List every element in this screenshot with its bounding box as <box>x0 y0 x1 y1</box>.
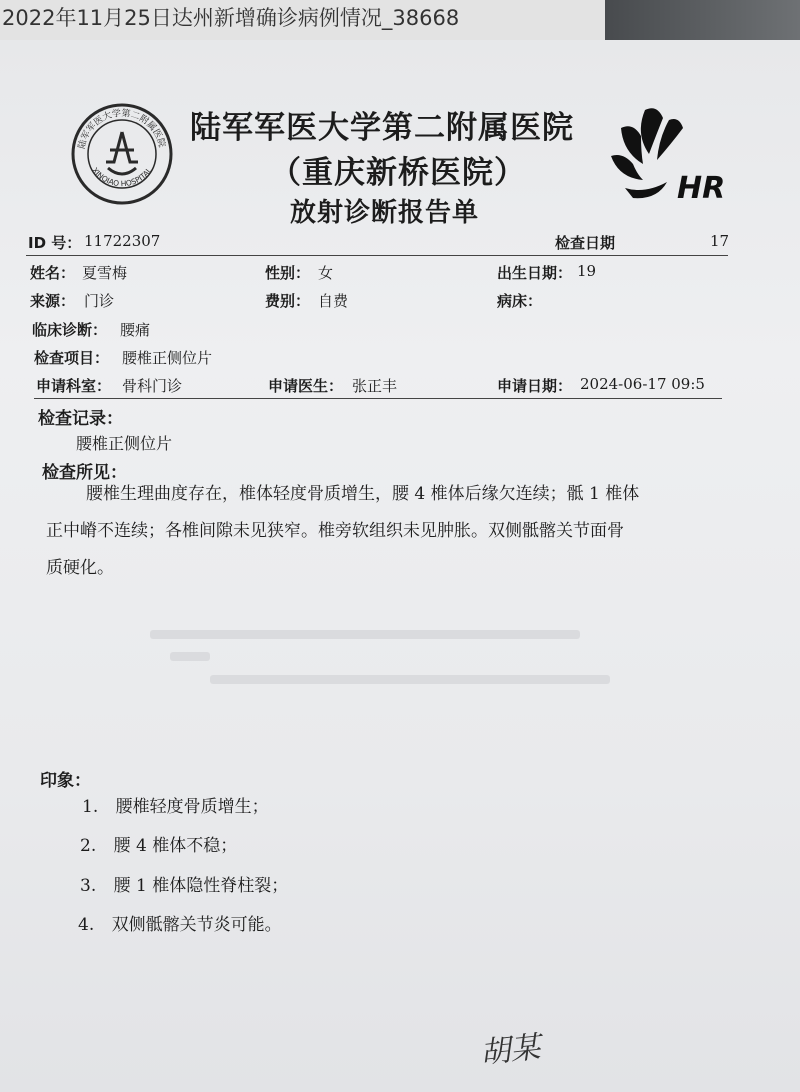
exam-item: 腰椎正侧位片 <box>122 349 213 367</box>
fee-label: 费别： <box>265 292 311 310</box>
clinical-diagnosis: 腰痛 <box>120 321 151 339</box>
hospital-seal-icon <box>70 102 174 206</box>
impression-num: 4. <box>78 915 95 935</box>
impression-num: 1. <box>82 797 99 817</box>
impression-num: 2. <box>80 836 97 856</box>
patient-name: 夏雪梅 <box>82 264 128 282</box>
findings-line-1: 腰椎生理曲度存在，椎体轻度骨质增生，腰 4 椎体后缘欠连续；骶 1 椎体 <box>86 484 640 504</box>
impression-item <box>80 871 288 896</box>
id-label: ID 号： <box>28 234 82 252</box>
record-title: 检查记录： <box>38 409 123 429</box>
sex-label: 性别： <box>265 264 311 282</box>
record-text: 腰椎正侧位片 <box>76 434 173 453</box>
apply-doctor: 张正丰 <box>352 377 398 395</box>
id-value: 11722307 <box>84 232 161 250</box>
dept-label: 申请科室： <box>36 377 112 395</box>
seal-bottom-text: XINQIAO HOSPITAL <box>90 165 154 189</box>
header-divider <box>26 255 728 256</box>
exam-date-label: 检查日期 <box>555 234 616 252</box>
clinical-label: 临床诊断： <box>32 321 108 339</box>
bleed-through-mark <box>210 675 610 684</box>
seal-top-text: 陆军军医大学第二附属医院 <box>77 108 167 150</box>
logo-text: HR <box>677 171 726 206</box>
impression-title: 印象： <box>40 771 91 791</box>
impression-text: 腰 1 椎体隐性脊柱裂； <box>113 876 289 896</box>
findings-line-3: 质硬化。 <box>46 558 114 578</box>
doctor-signature: 胡某 <box>478 1029 543 1072</box>
findings-text <box>46 476 726 587</box>
dob-label: 出生日期： <box>497 264 573 282</box>
impression-item <box>80 831 237 856</box>
exam-item-label: 检查项目： <box>34 349 110 367</box>
bleed-through-mark <box>150 630 580 639</box>
impression-item <box>78 910 282 935</box>
patient-dob: 19 <box>577 262 597 280</box>
apply-date: 2024-06-17 09:5 <box>580 375 705 393</box>
apply-date-label: 申请日期： <box>497 377 573 395</box>
hospital-logo-icon <box>605 100 730 210</box>
svg-text:XINQIAO HOSPITAL <box>90 165 154 188</box>
name-label: 姓名： <box>30 264 76 282</box>
impression-num: 3. <box>80 876 97 896</box>
info-divider <box>34 398 722 399</box>
exam-date-value: 17 <box>710 232 730 250</box>
impression-item <box>82 792 269 817</box>
hospital-alt-name: （重庆新桥医院） <box>270 155 526 191</box>
bed-label: 病床： <box>497 292 543 310</box>
hospital-name: 陆军军医大学第二附属医院 <box>190 110 574 146</box>
patient-sex: 女 <box>318 264 334 282</box>
patient-source: 门诊 <box>84 292 115 310</box>
report-type: 放射诊断报告单 <box>290 198 480 228</box>
impression-text: 腰 4 椎体不稳； <box>113 836 238 856</box>
findings-title: 检查所见： <box>42 463 127 483</box>
impression-text: 腰椎轻度骨质增生； <box>115 797 269 817</box>
source-label: 来源： <box>30 292 76 310</box>
caption-bar: 2022年11月25日达州新增确诊病例情况_38668 <box>0 0 605 40</box>
patient-fee: 自费 <box>318 292 349 310</box>
report-paper <box>0 40 800 1092</box>
bleed-through-mark <box>170 652 210 661</box>
apply-dept: 骨科门诊 <box>122 377 183 395</box>
impression-text: 双侧骶髂关节炎可能。 <box>111 915 282 935</box>
doctor-label: 申请医生： <box>268 377 344 395</box>
findings-line-2: 正中嵴不连续；各椎间隙未见狭窄。椎旁软组织未见肿胀。双侧骶髂关节面骨 <box>46 521 624 541</box>
